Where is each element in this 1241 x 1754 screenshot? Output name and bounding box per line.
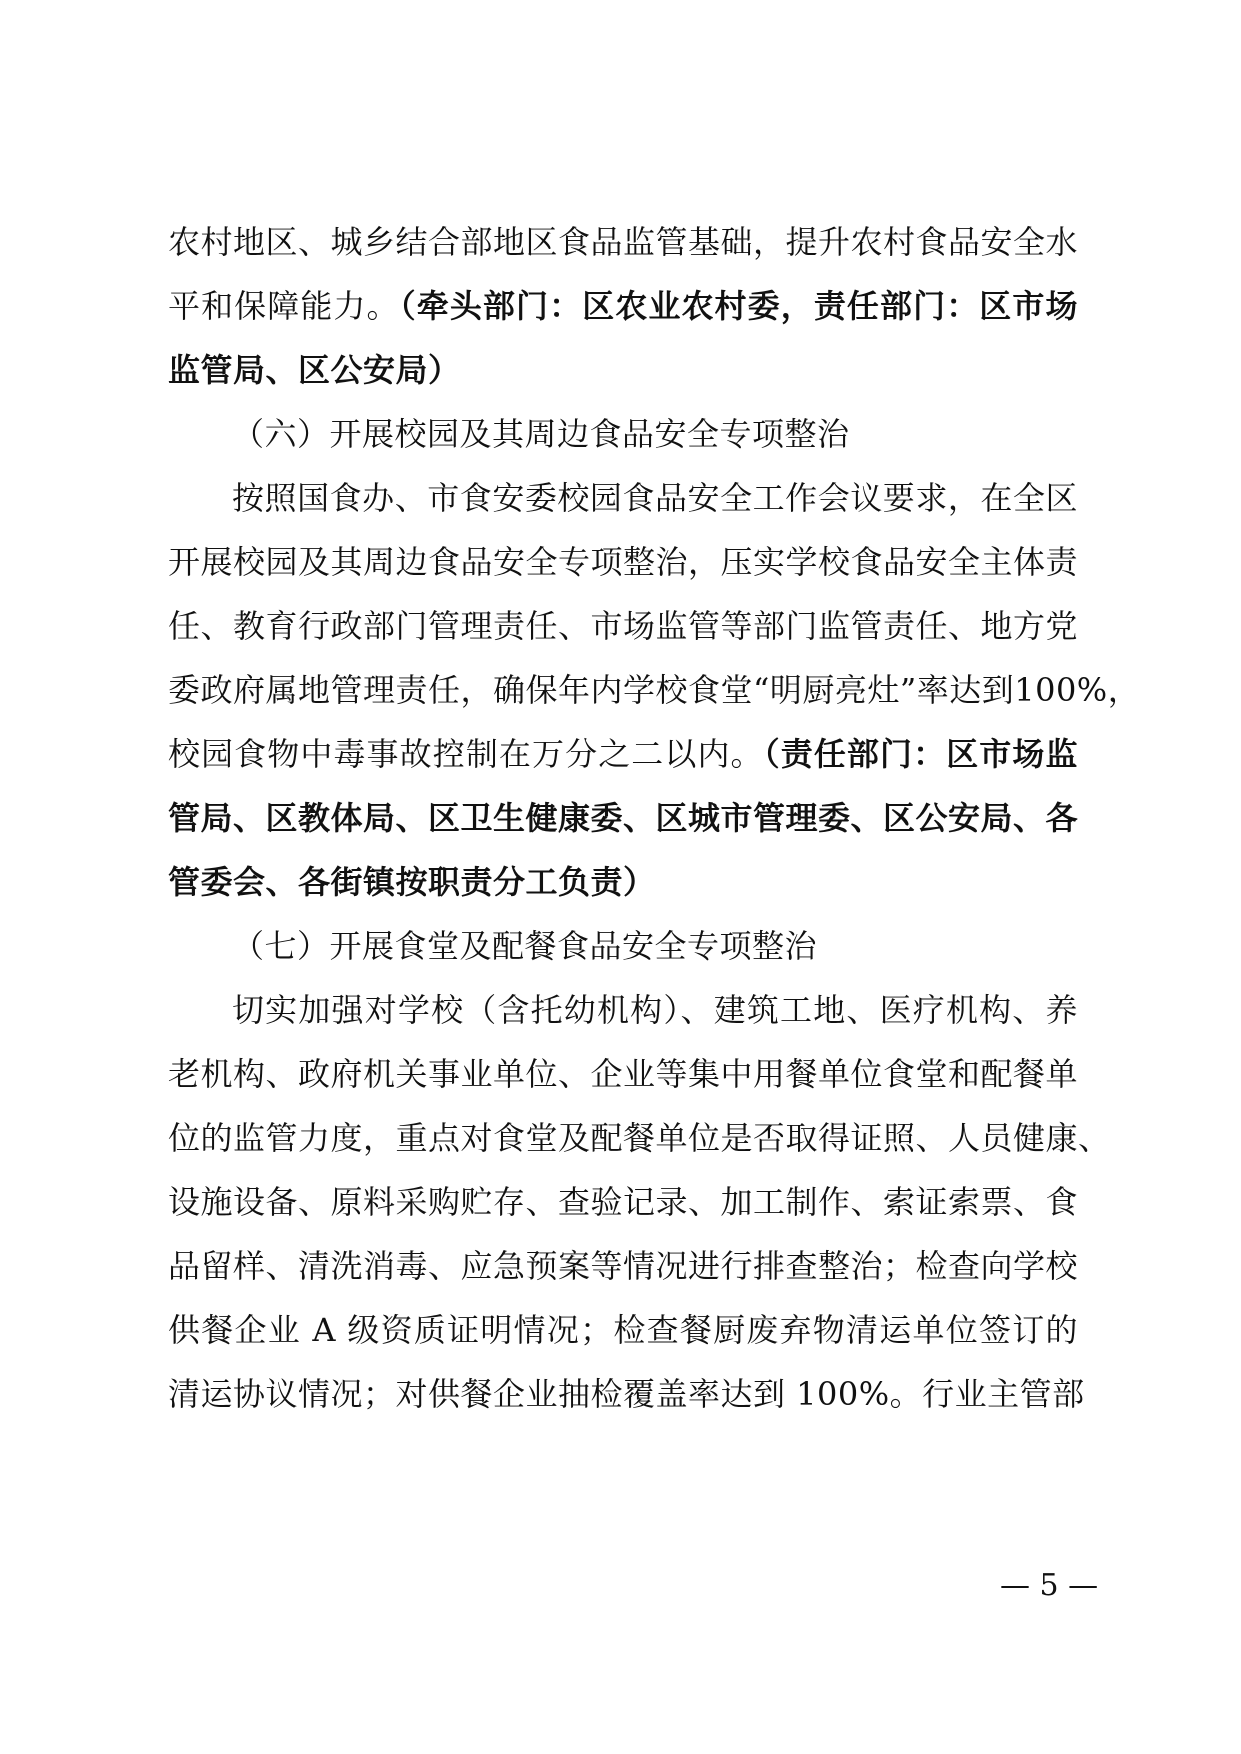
text-line (168, 350, 1078, 390)
section-heading-text: （七）开展食堂及配餐食品安全专项整治 (232, 927, 818, 965)
responsible-department-note: 管局、区教体局、区卫生健康委、区城市管理委、区公安局、各 (168, 799, 1079, 837)
text-line (168, 862, 1078, 902)
text-segment: 按照国食办、市食安委校园食品安全工作会议要求，在全区 (232, 479, 1078, 517)
section-heading (232, 414, 1078, 454)
section-heading (232, 926, 1078, 966)
text-segment: 老机构、政府机关事业单位、企业等集中用餐单位食堂和配餐单 (168, 1055, 1079, 1093)
text-segment: 清运协议情况；对供餐企业抽检覆盖率达到 100%。行业主管部 (168, 1375, 1085, 1413)
text-line (168, 1182, 1078, 1222)
text-line (168, 1374, 1085, 1414)
text-line (168, 222, 1078, 262)
text-line (168, 1054, 1078, 1094)
text-segment: 供餐企业 A 级资质证明情况；检查餐厨废弃物清运单位签订的 (168, 1311, 1078, 1349)
text-line (168, 606, 1078, 646)
text-segment: 品留样、清洗消毒、应急预案等情况进行排查整治；检查向学校 (168, 1247, 1079, 1285)
text-segment: 农村地区、城乡结合部地区食品监管基础，提升农村食品安全水 (168, 223, 1079, 261)
text-segment: 校园食物中毒事故控制在万分之二以内。 (168, 735, 764, 773)
text-line (168, 1310, 1078, 1350)
text-segment: 位的监管力度，重点对食堂及配餐单位是否取得证照、人员健康、 (168, 1119, 1111, 1157)
text-line (168, 798, 1078, 838)
responsible-department-note: （责任部门：区市场监 (763, 735, 1078, 773)
text-line (168, 1118, 1111, 1158)
responsible-department-note: （牵头部门：区农业农村委，责任部门：区市场 (399, 287, 1078, 325)
text-segment: 设施设备、原料采购贮存、查验记录、加工制作、索证索票、食 (168, 1183, 1079, 1221)
text-line (168, 734, 1078, 774)
responsible-department-note: 管委会、各街镇按职责分工负责） (168, 863, 656, 901)
text-line (232, 478, 1078, 518)
text-segment: 任、教育行政部门管理责任、市场监管等部门监管责任、地方党 (168, 607, 1079, 645)
responsible-department-note: 监管局、区公安局） (168, 351, 461, 389)
page-number: — 5 — (1000, 1568, 1099, 1603)
text-line (168, 1246, 1078, 1286)
section-heading-text: （六）开展校园及其周边食品安全专项整治 (232, 415, 850, 453)
text-line (168, 542, 1078, 582)
text-segment: 切实加强对学校（含托幼机构）、建筑工地、医疗机构、养 (232, 991, 1078, 1029)
text-line (232, 990, 1078, 1030)
text-line (168, 670, 1141, 710)
text-segment: 委政府属地管理责任，确保年内学校食堂“明厨亮灶”率达到100%， (168, 671, 1141, 709)
text-segment: 平和保障能力。 (168, 287, 400, 325)
text-line (168, 286, 1078, 326)
text-segment: 开展校园及其周边食品安全专项整治，压实学校食品安全主体责 (168, 543, 1079, 581)
